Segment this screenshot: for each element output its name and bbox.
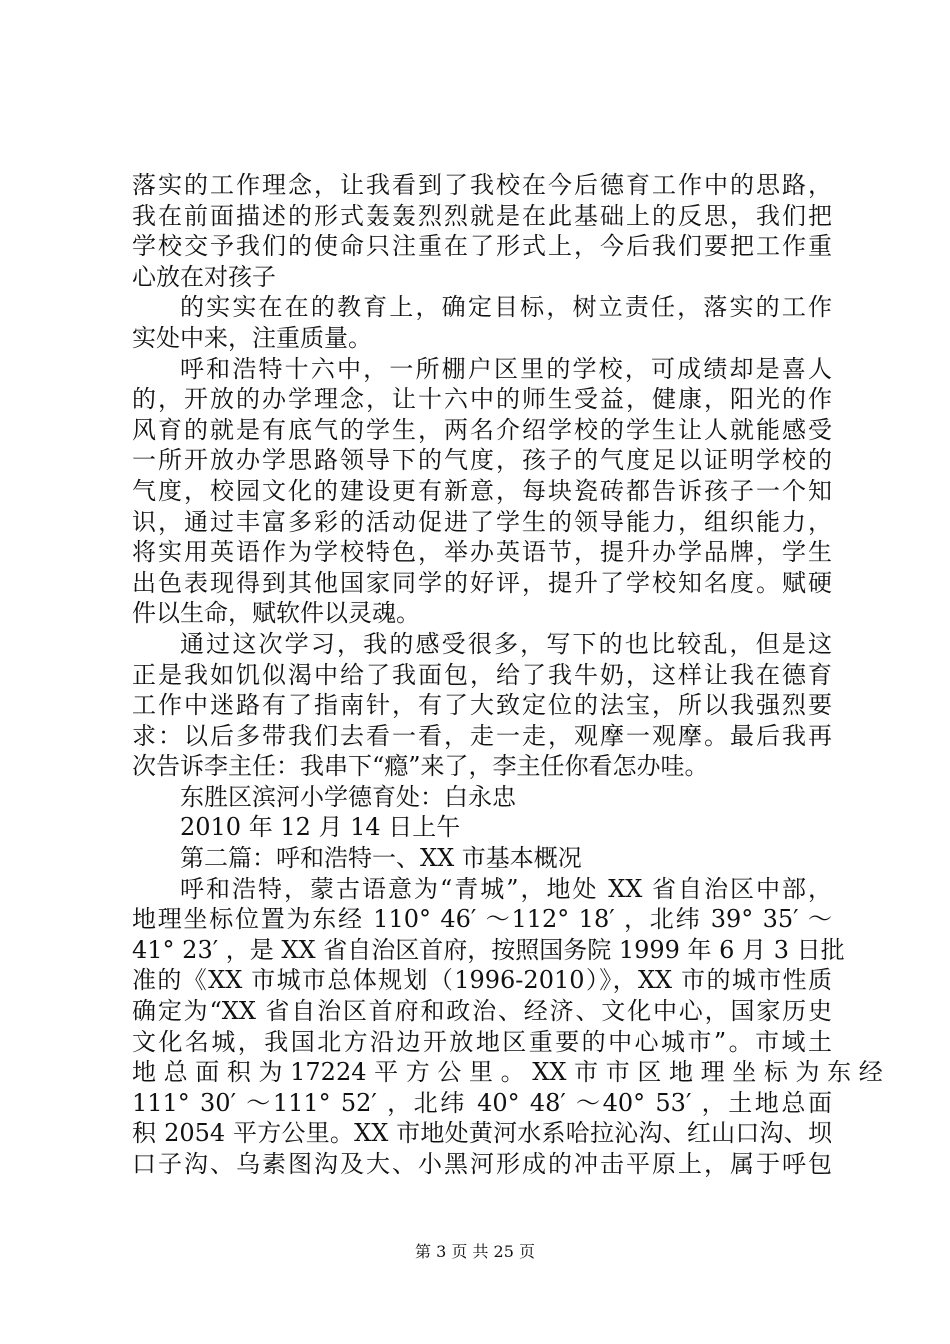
text-line: 准的《XX 市城市总体规划（1996-2010）》，XX 市的城市性质 xyxy=(132,966,832,995)
text-line: 将实用英语作为学校特色，举办英语节，提升办学品牌，学生 xyxy=(132,538,832,567)
text-line: 学校交予我们的使命只注重在了形式上，今后我们要把工作重 xyxy=(132,232,832,261)
text-line: 东胜区滨河小学德育处：白永忠 xyxy=(180,782,516,811)
text-line: 呼和浩特十六中，一所棚户区里的学校，可成绩却是喜人 xyxy=(180,354,832,383)
text-line: 心放在对孩子 xyxy=(132,262,276,291)
text-line: 气度，校园文化的建设更有新意，每块瓷砖都告诉孩子一个知 xyxy=(132,476,832,505)
text-line: 正是我如饥似渴中给了我面包，给了我牛奶，这样让我在德育 xyxy=(132,660,832,689)
body-text xyxy=(132,170,883,1180)
text-line: 2010 年 12 月 14 日上午 xyxy=(180,813,461,842)
text-line: 次告诉李主任：我串下“瘾”来了，李主任你看怎办哇。 xyxy=(132,752,709,781)
text-line: 工作中迷路有了指南针，有了大致定位的法宝，所以我强烈要 xyxy=(132,691,832,720)
text-line: 确定为“XX 省自治区首府和政治、经济、文化中心，国家历史 xyxy=(132,997,832,1026)
text-line: 通过这次学习，我的感受很多，写下的也比较乱，但是这 xyxy=(180,629,832,658)
text-line: 出色表现得到其他国家同学的好评，提升了学校知名度。赋硬 xyxy=(132,568,832,597)
text-line: 文化名城，我国北方沿边开放地区重要的中心城市”。市域土 xyxy=(132,1027,832,1056)
text-line: 地 总 面 积 为 17224 平 方 公 里 。 XX 市 市 区 地 理 坐 标 为 东 经 xyxy=(132,1058,883,1087)
text-line: 第二篇：呼和浩特一、XX 市基本概况 xyxy=(180,844,582,873)
text-line: 风育的就是有底气的学生，两名介绍学校的学生让人就能感受 xyxy=(132,415,832,444)
text-line: 积 2054 平方公里。XX 市地处黄河水系哈拉沁沟、红山口沟、坝 xyxy=(132,1119,832,1148)
text-line: 求：以后多带我们去看一看，走一走，观摩一观摩。最后我再 xyxy=(132,721,832,750)
text-line: 41° 23′ ，是 XX 省自治区首府，按照国务院 1999 年 6 月 3 日批 xyxy=(132,935,845,964)
text-line: 地理坐标位置为东经 110° 46′ ～112° 18′ ，北纬 39° 35′ ～ xyxy=(132,905,832,934)
text-line: 呼和浩特，蒙古语意为“青城”，地处 XX 省自治区中部， xyxy=(180,874,832,903)
text-line: 一所开放办学思路领导下的气度，孩子的气度足以证明学校的 xyxy=(132,446,832,475)
text-line: 落实的工作理念，让我看到了我校在今后德育工作中的思路， xyxy=(132,171,832,199)
text-line: 的实实在在的教育上，确定目标，树立责任，落实的工作 xyxy=(180,293,832,322)
text-line: 识，通过丰富多彩的活动促进了学生的领导能力，组织能力， xyxy=(132,507,832,536)
text-line: 的，开放的办学理念，让十六中的师生受益，健康，阳光的作 xyxy=(132,385,832,414)
text-line: 111° 30′ ～111° 52′ ，北纬 40° 48′ ～40° 53′ ，土地总面 xyxy=(132,1088,832,1117)
text-line: 口子沟、乌素图沟及大、小黑河形成的冲击平原上，属于呼包 xyxy=(132,1150,832,1178)
text-line: 实处中来，注重质量。 xyxy=(132,323,372,352)
text-line: 件以生命，赋软件以灵魂。 xyxy=(132,599,420,628)
page-footer: 第 3 页 共 25 页 xyxy=(415,1242,535,1261)
text-line: 我在前面描述的形式轰轰烈烈就是在此基础上的反思，我们把 xyxy=(132,201,832,230)
